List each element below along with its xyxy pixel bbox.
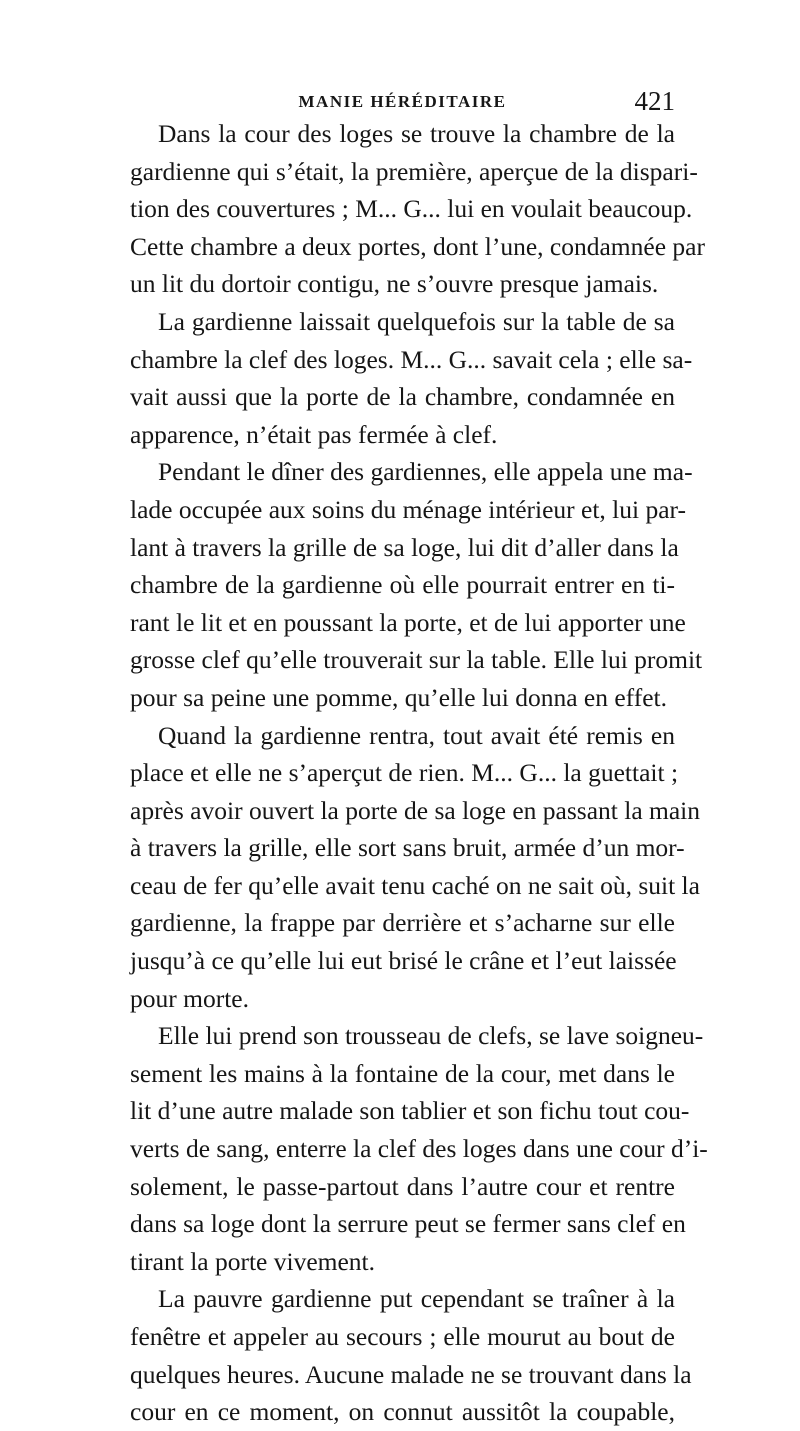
text-line: sement les mains à la fontaine de la cour, met dans le <box>130 1058 675 1088</box>
text-line: Cette chambre a deux portes, dont l’une, condamnée par <box>130 231 705 261</box>
text-line: apparence, n’était pas fermée à clef. <box>130 419 498 449</box>
text-line: verts de sang, enterre la clef des loges dans une cour d’i- <box>130 1134 708 1164</box>
text-line: chambre de la gardienne où elle pourrait entrer en ti- <box>130 570 675 600</box>
text-line: Dans la cour des loges se trouve la chambre de la <box>158 119 675 148</box>
text-line: lit d’une autre malade son tablier et son fichu tout cou- <box>130 1096 690 1126</box>
text-line: gardienne, la frappe par derrière et s’acharne sur elle <box>130 908 675 938</box>
text-line: chambre la clef des loges. M... G... savait cela ; elle sa- <box>130 344 693 374</box>
text-line: gardienne qui s’était, la première, aperçue de la dispari- <box>130 156 698 186</box>
text-line: ceau de fer qu’elle avait tenu caché on ne sait où, suit la <box>130 870 700 900</box>
text-line: pour sa peine une pomme, qu’elle lui donna en effet. <box>130 682 667 712</box>
text-line: Elle lui prend son trousseau de clefs, se lave soigneu- <box>158 1021 704 1051</box>
text-line: tion des couvertures ; M... G... lui en voulait beaucoup. <box>130 194 693 224</box>
text-line: Quand la gardienne rentra, tout avait été remis en <box>158 720 675 750</box>
paragraph <box>130 1017 708 1280</box>
text-line: quelques heures. Aucune malade ne se trouvant dans la <box>130 1359 692 1389</box>
paragraph <box>130 1280 692 1430</box>
text-line: tirant la porte vivement. <box>130 1246 376 1276</box>
text-line: pour morte. <box>130 983 249 1013</box>
text-line: après avoir ouvert la porte de sa loge en passant la main <box>130 795 701 825</box>
text-line: grosse clef qu’elle trouverait sur la table. Elle lui promit <box>130 645 703 675</box>
paragraph <box>130 115 705 303</box>
text-line: vait aussi que la porte de la chambre, condamnée en <box>130 382 675 412</box>
text-line: jusqu’à ce qu’elle lui eut brisé le crâne et l’eut laissée <box>130 946 677 976</box>
text-line: cour en ce moment, on connut aussitôt la coupable, <box>130 1397 675 1427</box>
text-line: un lit du dortoir contigu, ne s’ouvre presque jamais. <box>130 269 659 299</box>
text-line: La pauvre gardienne put cependant se traîner à la <box>158 1284 675 1314</box>
text-line: lant à travers la grille de sa loge, lui dit d’aller dans la <box>130 532 679 562</box>
text-line: dans sa loge dont la serrure peut se fermer sans clef en <box>130 1209 686 1239</box>
page-number: 421 <box>634 86 675 116</box>
text-line: Pendant le dîner des gardiennes, elle appela une ma- <box>158 457 693 487</box>
text-line: solement, le passe-partout dans l’autre cour et rentre <box>130 1171 675 1201</box>
text-line: fenêtre et appeler au secours ; elle mourut au bout de <box>130 1322 675 1351</box>
body-text <box>130 115 708 1431</box>
running-title: MANIE HÉRÉDITAIRE <box>298 92 507 111</box>
text-line: place et elle ne s’aperçut de rien. M... G... la guettait ; <box>130 758 679 788</box>
text-line: rant le lit et en poussant la porte, et de lui apporter une <box>130 607 686 637</box>
paragraph <box>130 453 703 716</box>
text-line: lade occupée aux soins du ménage intérieur et, lui par- <box>130 494 687 524</box>
paragraph <box>130 717 701 1018</box>
paragraph <box>130 303 693 453</box>
text-line: La gardienne laissait quelquefois sur la table de sa <box>158 306 675 336</box>
text-line: à travers la grille, elle sort sans bruit, armée d’un mor- <box>130 833 685 863</box>
